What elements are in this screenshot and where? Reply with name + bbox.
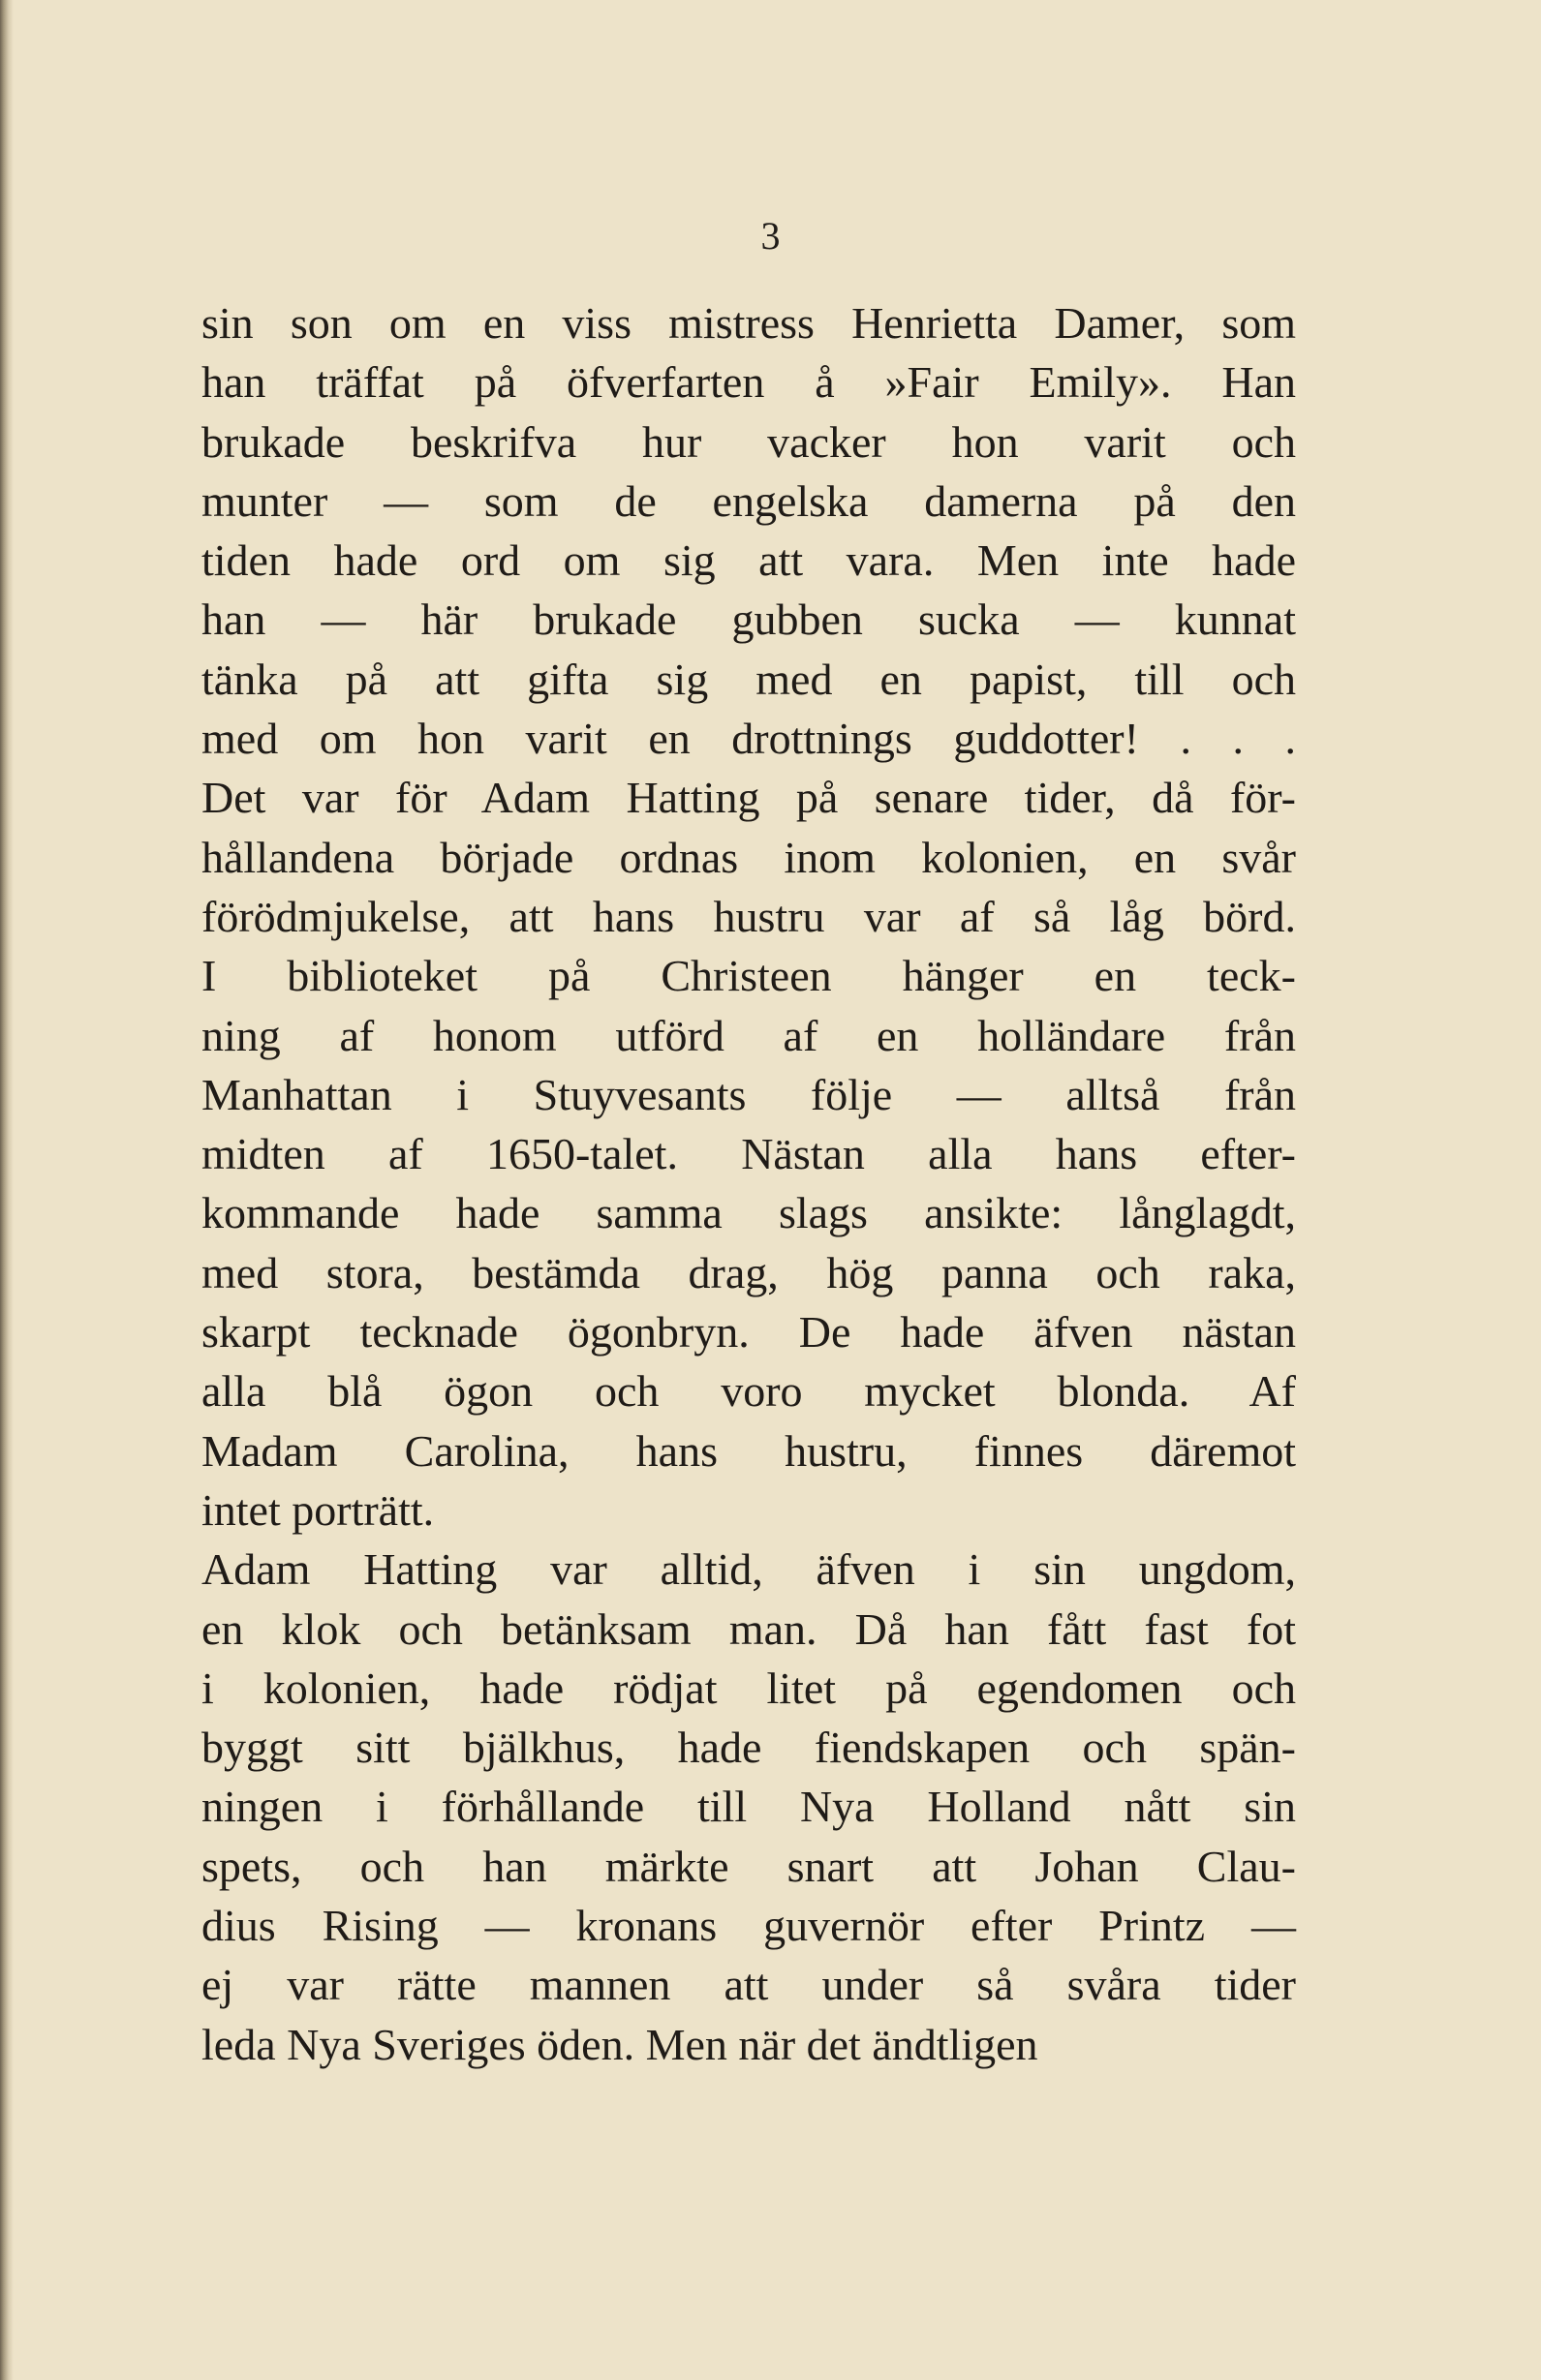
text-line: byggt sitt bjälkhus, hade fiendskapen och spän- xyxy=(201,1723,1296,1773)
text-line: leda Nya Sveriges öden. Men när det ändtligen xyxy=(201,2019,1038,2069)
text-line: intet porträtt. xyxy=(201,1484,435,1535)
text-line: förödmjukelse, att hans hustru var af så låg börd. xyxy=(201,891,1296,941)
text-line: hållandena började ordnas inom kolonien, en svår xyxy=(201,832,1296,882)
text-line: dius Rising — kronans guvernör efter Printz — xyxy=(201,1901,1296,1951)
text-line: med stora, bestämda drag, hög panna och raka, xyxy=(201,1247,1296,1297)
text-line: sin son om en viss mistress Henrietta Damer, som xyxy=(201,298,1296,348)
text-line: spets, och han märkte snart att Johan Clau- xyxy=(201,1841,1296,1891)
page-edge xyxy=(0,0,14,2380)
text-line: han — här brukade gubben sucka — kunnat xyxy=(201,595,1296,645)
text-line: kommande hade samma slags ansikte: långlagdt, xyxy=(201,1188,1296,1238)
text-line: munter — som de engelska damerna på den xyxy=(201,475,1296,526)
page-number: 3 xyxy=(760,214,781,258)
text-line: Adam Hatting var alltid, äfven i sin ungdom, xyxy=(201,1544,1296,1595)
body-text xyxy=(201,293,1296,2074)
text-line: skarpt tecknade ögonbryn. De hade äfven nästan xyxy=(201,1307,1296,1358)
text-line: en klok och betänksam man. Då han fått fast fot xyxy=(201,1603,1296,1654)
text-line: brukade beskrifva hur vacker hon varit och xyxy=(201,416,1296,467)
text-line: ning af honom utförd af en holländare från xyxy=(201,1010,1296,1060)
text-line: Det var för Adam Hatting på senare tider, då för- xyxy=(201,773,1296,823)
text-line: ningen i förhållande till Nya Holland nått sin xyxy=(201,1782,1296,1832)
text-line: tiden hade ord om sig att vara. Men inte hade xyxy=(201,535,1296,586)
text-line: Manhattan i Stuyvesants följe — alltså från xyxy=(201,1069,1296,1119)
text-line: Madam Carolina, hans hustru, finnes däremot xyxy=(201,1425,1296,1476)
text-line: ej var rätte mannen att under så svåra tider xyxy=(201,1960,1296,2010)
text-line: I biblioteket på Christeen hänger en teck- xyxy=(201,951,1296,1001)
text-line: i kolonien, hade rödjat litet på egendomen och xyxy=(201,1663,1296,1713)
text-line: med om hon varit en drottnings guddotter! . . . xyxy=(201,714,1296,764)
text-line: han träffat på öfverfarten å »Fair Emily». Han xyxy=(201,357,1296,408)
text-line: tänka på att gifta sig med en papist, till och xyxy=(201,654,1296,704)
text-line: midten af 1650-talet. Nästan alla hans efter- xyxy=(201,1129,1296,1179)
text-line: alla blå ögon och voro mycket blonda. Af xyxy=(201,1366,1296,1417)
